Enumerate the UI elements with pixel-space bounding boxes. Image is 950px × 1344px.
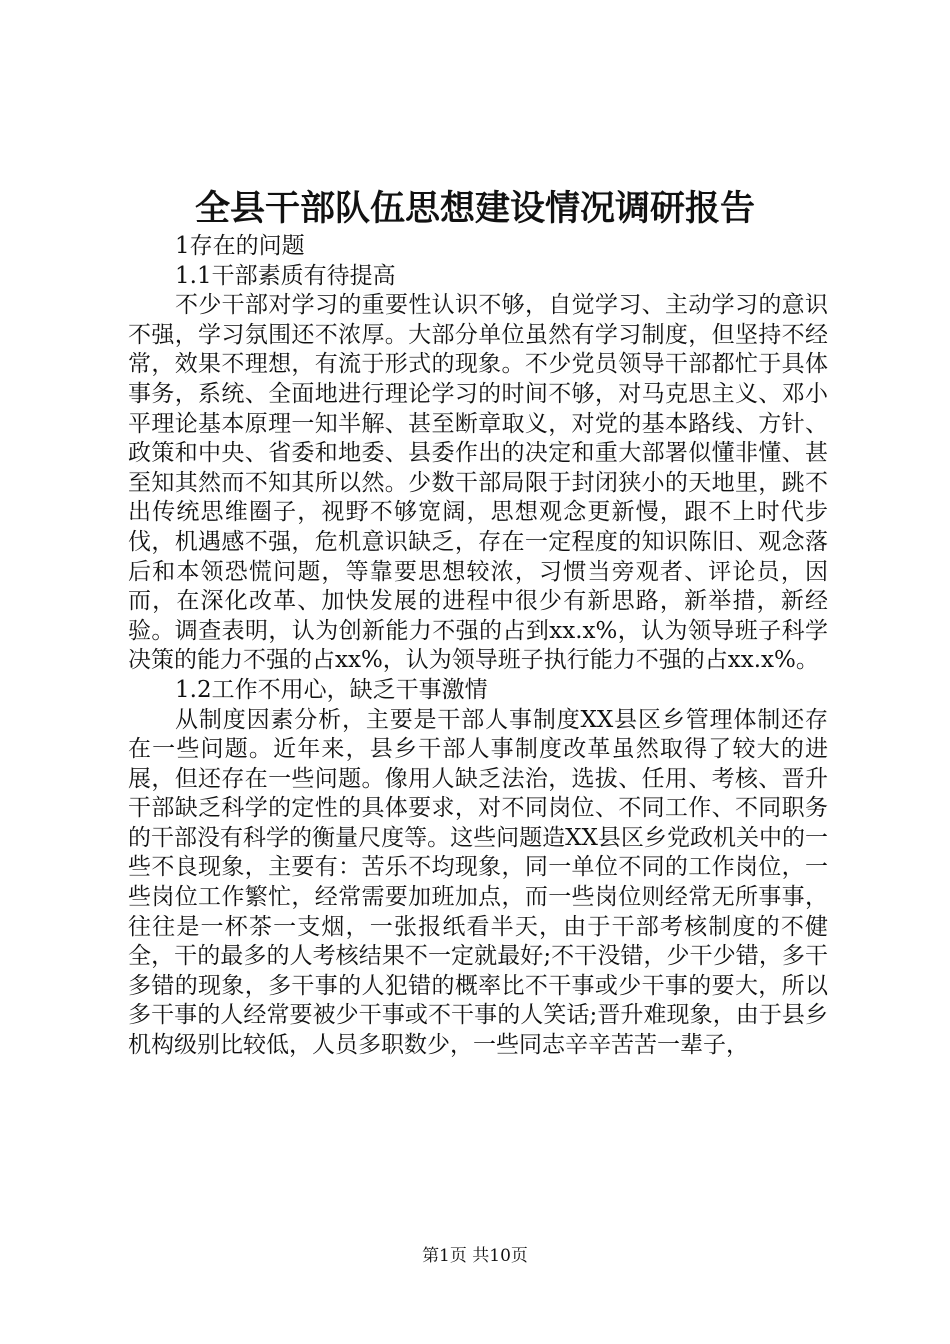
page-footer: 第1页 共10页 (422, 1246, 528, 1266)
section-heading-1-1: 1.1干部素质有待提高 (175, 262, 396, 289)
section-paragraph-1-1: 不少干部对学习的重要性认识不够，自觉学习、主动学习的意识不强，学习氛围还不浓厚。大部分单位虽然有学习制度，但坚持不经常，效果不理想，有流于形式的现象。不少党员领导干部都忙于具体事务，系统、全面地进行理论学习的时间不够，对马克思主义、邓小平理论基本原理一知半解、甚至断章取义，对党的基本路线、方针、政策和中央、省委和地委、县委作出的决定和重大部署似懂非懂、甚至知其然而不知其所以然。少数干部局限于封闭狭小的天地里，跳不出传统思维圈子，视野不够宽阔，思想观念更新慢，跟不上时代步伐，机遇感不强，危机意识缺乏，存在一定程度的知识陈旧、观念落后和本领恐慌问题，等靠要思想较浓，习惯当旁观者、评论员，因而，在深化改革、加快发展的进程中很少有新思路，新举措，新经验。调查表明，认为创新能力不强的占到xx.x%，认为领导班子科学决策的能力不强的占xx%，认为领导班子执行能力不强的占xx.x%。 (128, 292, 828, 674)
section-heading-1-2: 1.2工作不用心，缺乏干事激情 (175, 676, 488, 703)
document-title: 全县干部队伍思想建设情况调研报告 (194, 188, 755, 229)
section-heading-1: 1存在的问题 (175, 233, 305, 259)
section-paragraph-1-2: 从制度因素分析，主要是干部人事制度XX县区乡管理体制还存在一些问题。近年来，县乡干部人事制度改革虽然取得了较大的进展，但还存在一些问题。像用人缺乏法治，选拔、任用、考核、晋升干部缺乏科学的定性的具体要求，对不同岗位、不同工作、不同职务的干部没有科学的衡量尺度等。这些问题造XX县区乡党政机关中的一些不良现象，主要有：苦乐不均现象，同一单位不同的工作岗位，一些岗位工作繁忙，经常需要加班加点，而一些岗位则经常无所事事，往往是一杯茶一支烟，一张报纸看半天，由于干部考核制度的不健全，干的最多的人考核结果不一定就最好;不干没错，少干少错，多干多错的现象，多干事的人犯错的概率比不干事或少干事的要大，所以多干事的人经常要被少干事或不干事的人笑话;晋升难现象，由于县乡机构级别比较低，人员多职数少，一些同志辛辛苦苦一辈子， (128, 706, 828, 1059)
document-body (128, 232, 828, 1061)
